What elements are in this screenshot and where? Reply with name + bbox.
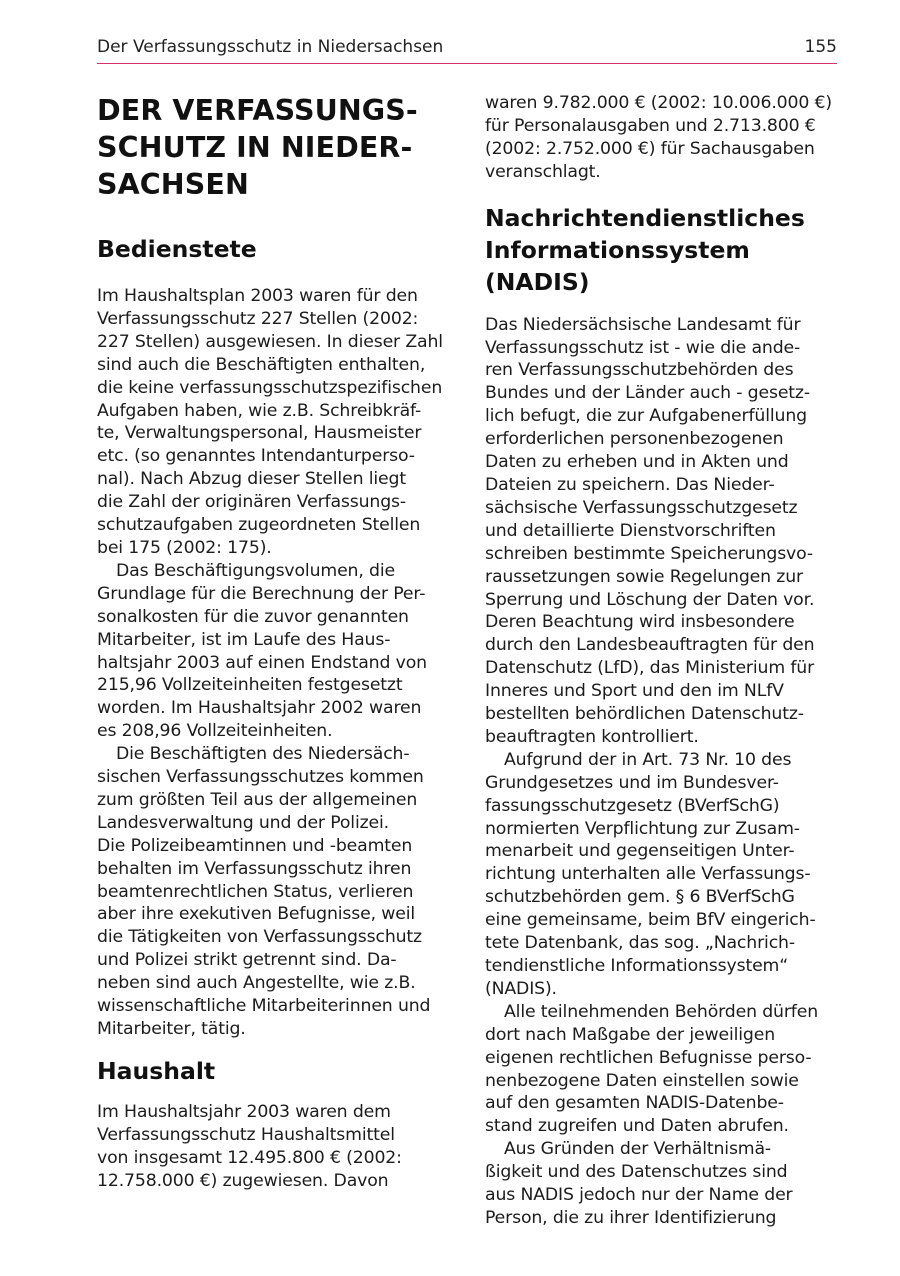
right-column (485, 92, 841, 1230)
text-line: behalten im Verfassungsschutz ihren (97, 858, 412, 879)
left-column (97, 92, 453, 1193)
text-line: Mitarbeiter, tätig. (97, 1019, 246, 1039)
text-line: menarbeit und gegenseitigen Unter- (485, 841, 795, 862)
text-line: und Polizei strikt getrennt sind. Da- (97, 950, 397, 971)
text-line: raussetzungen sowie Regelungen zur (485, 566, 803, 587)
page-number: 155 (804, 37, 837, 57)
text-line: ren Verfassungsschutzbehörden des (485, 360, 794, 381)
text-line: te, Verwaltungspersonal, Hausmeister (97, 423, 422, 444)
text-line: Verfassungsschutz ist - wie die ande- (485, 337, 801, 358)
text-line: sonalkosten für die zuvor genannten (97, 606, 409, 627)
text-line: tendienstliche Informationssystem“ (485, 956, 789, 976)
text-line: worden. Im Haushaltsjahr 2002 waren (97, 698, 422, 719)
text-line: Im Haushaltsplan 2003 waren für den (97, 286, 418, 306)
text-line: auf den gesamten NADIS-Datenbe- (485, 1093, 784, 1114)
text-line: Im Haushaltsjahr 2003 waren dem (97, 1101, 391, 1122)
chapter-title-line: SACHSEN (97, 168, 249, 201)
section-heading-line: Nachrichtendienstliches (485, 203, 805, 232)
text-line: richtung unterhalten alle Verfassungs- (485, 864, 811, 885)
text-line: durch den Landesbeauftragten für den (485, 635, 815, 656)
text-line: beauftragten kontrolliert. (485, 726, 699, 747)
text-line: Person, die zu ihrer Identifizierung (485, 1207, 777, 1228)
text-line: beamtenrechtlichen Status, verlieren (97, 881, 414, 902)
chapter-title-line: SCHUTZ IN NIEDER- (97, 131, 413, 164)
text-line: Landesverwaltung und der Polizei. (97, 812, 390, 833)
text-line: die Tätigkeiten von Verfassungsschutz (97, 927, 422, 948)
text-line: aber ihre exekutiven Befugnisse, weil (97, 904, 416, 925)
text-line: schutzaufgaben zugeordneten Stellen (97, 515, 421, 536)
continuation-text (485, 92, 841, 184)
text-line: Aus Gründen der Verhältnismä- (504, 1139, 772, 1160)
text-line: 227 Stellen) ausgewiesen. In dieser Zahl (97, 331, 443, 352)
text-line: 215,96 Vollzeiteinheiten festgesetzt (97, 675, 403, 696)
text-line: Mitarbeiter, ist im Laufe des Haus- (97, 629, 391, 650)
chapter-title (97, 92, 453, 203)
running-title: Der Verfassungsschutz in Niedersachsen (97, 37, 444, 57)
text-line: haltsjahr 2003 auf einen Endstand von (97, 652, 427, 673)
text-line: normierten Verpflichtung zur Zusam- (485, 818, 800, 839)
section-body-bedienstete (97, 285, 453, 1041)
text-line: Aufgaben haben, wie z.B. Schreibkräf- (97, 400, 422, 421)
text-line: für Personalausgaben und 2.713.800 € (485, 115, 816, 136)
text-line: Verfassungsschutz 227 Stellen (2002: (97, 308, 419, 329)
section-heading-line: Informationssystem (NADIS) (485, 235, 750, 296)
text-line: schreiben bestimmte Speicherungsvo- (485, 543, 813, 564)
text-line: erforderlichen personenbezogenen (485, 429, 784, 450)
text-line: Grundgesetzes und im Bundesver- (485, 772, 779, 793)
text-line: die Zahl der originären Verfassungs- (97, 492, 406, 513)
text-line: zum größten Teil aus der allgemeinen (97, 789, 418, 810)
section-heading-haushalt: Haushalt (97, 1056, 216, 1085)
text-line: Inneres und Sport und den im NLfV (485, 681, 784, 702)
text-line: es 208,96 Vollzeiteinheiten. (97, 721, 333, 742)
text-line: sächsische Verfassungsschutzgesetz (485, 497, 798, 518)
text-line: 12.758.000 €) zugewiesen. Davon (97, 1170, 389, 1191)
text-line: Das Beschäftigungsvolumen, die (116, 560, 395, 581)
text-line: fassungsschutzgesetz (BVerfSchG) (485, 795, 780, 816)
text-line: eine gemeinsame, beim BfV eingerich- (485, 910, 816, 931)
text-line: etc. (so genanntes Intendanturperso- (97, 446, 415, 467)
text-line: Das Niedersächsische Landesamt für (485, 314, 801, 335)
text-line: sischen Verfassungsschutzes kommen (97, 767, 424, 788)
text-line: tete Datenbank, das sog. „Nachrich- (485, 933, 795, 954)
text-line: bei 175 (2002: 175). (97, 537, 272, 558)
text-line: stand zugreifen und Daten abrufen. (485, 1116, 789, 1137)
text-line: Bundes und der Länder auch - gesetz- (485, 383, 810, 404)
text-line: (2002: 2.752.000 €) für Sachausgaben (485, 138, 815, 159)
section-heading-nadis (485, 202, 841, 298)
text-line: waren 9.782.000 € (2002: 10.006.000 €) (485, 93, 832, 113)
text-line: schutzbehörden gem. § 6 BVerfSchG (485, 887, 795, 908)
text-line: dort nach Maßgabe der jeweiligen (485, 1024, 776, 1045)
text-line: Datenschutz (LfD), das Ministerium für (485, 658, 815, 679)
section-body-nadis (485, 314, 841, 1230)
text-line: lich befugt, die zur Aufgabenerfüllung (485, 406, 807, 427)
running-header (97, 36, 837, 64)
text-line: Verfassungsschutz Haushaltsmittel (97, 1124, 395, 1145)
text-line: neben sind auch Angestellte, wie z.B. (97, 973, 416, 994)
text-line: Die Polizeibeamtinnen und -beamten (97, 835, 413, 856)
chapter-title-line: DER VERFASSUNGS- (97, 94, 418, 127)
text-line: nal). Nach Abzug dieser Stellen liegt (97, 469, 406, 490)
text-line: veranschlagt. (485, 161, 601, 182)
text-line: sind auch die Beschäftigten enthalten, (97, 354, 426, 375)
section-body-haushalt (97, 1101, 453, 1193)
text-line: Alle teilnehmenden Behörden dürfen (504, 1001, 819, 1022)
text-line: wissenschaftliche Mitarbeiterinnen und (97, 996, 431, 1017)
text-line: von insgesamt 12.495.800 € (2002: (97, 1147, 402, 1168)
text-line: bestellten behördlichen Datenschutz- (485, 704, 804, 725)
text-line: Deren Beachtung wird insbesondere (485, 612, 795, 633)
text-line: Die Beschäftigten des Niedersäch- (116, 744, 410, 765)
text-line: Grundlage für die Berechnung der Per- (97, 583, 426, 604)
text-line: die keine verfassungsschutzspezifischen (97, 377, 443, 398)
text-line: nenbezogene Daten einstellen sowie (485, 1070, 799, 1091)
text-line: Daten zu erheben und in Akten und (485, 452, 789, 473)
text-line: Aufgrund der in Art. 73 Nr. 10 des (504, 749, 792, 770)
text-line: ßigkeit und des Datenschutzes sind (485, 1162, 788, 1183)
text-line: (NADIS). (485, 978, 557, 999)
text-line: und detaillierte Dienstvorschriften (485, 520, 776, 541)
text-line: Sperrung und Löschung der Daten vor. (485, 589, 815, 610)
text-line: aus NADIS jedoch nur der Name der (485, 1185, 793, 1206)
text-line: eigenen rechtlichen Befugnisse perso- (485, 1047, 812, 1068)
text-line: Dateien zu speichern. Das Nieder- (485, 474, 775, 495)
section-heading-bedienstete: Bedienstete (97, 235, 257, 263)
